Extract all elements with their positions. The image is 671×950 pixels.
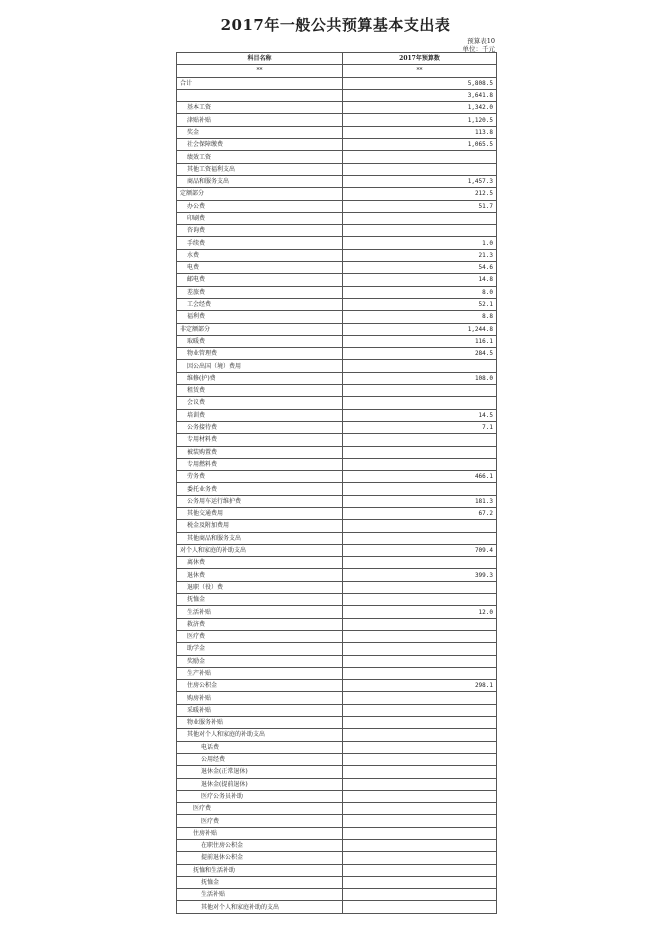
row-name: 租赁费 xyxy=(177,385,343,397)
row-name: 提前退休公积金 xyxy=(177,852,343,864)
row-value xyxy=(343,876,497,888)
table-row xyxy=(177,237,497,249)
row-value: 298.1 xyxy=(343,680,497,692)
row-name: 非定额部分 xyxy=(177,323,343,335)
row-value xyxy=(343,803,497,815)
unit-label: 单位：千元 xyxy=(462,45,495,53)
row-name: 退职（役）费 xyxy=(177,581,343,593)
table-row xyxy=(177,385,497,397)
table-row xyxy=(177,729,497,741)
row-value: 212.5 xyxy=(343,188,497,200)
row-value xyxy=(343,532,497,544)
row-value xyxy=(343,827,497,839)
row-name: 工会经费 xyxy=(177,298,343,310)
row-name: 邮电费 xyxy=(177,274,343,286)
table-row xyxy=(177,643,497,655)
row-value xyxy=(343,397,497,409)
table-row xyxy=(177,114,497,126)
row-value: 8.8 xyxy=(343,311,497,323)
row-name: 其他交通费用 xyxy=(177,507,343,519)
row-value xyxy=(343,151,497,163)
table-row xyxy=(177,618,497,630)
row-value: 51.7 xyxy=(343,200,497,212)
table-row xyxy=(177,827,497,839)
row-value xyxy=(343,643,497,655)
row-name: 会议费 xyxy=(177,397,343,409)
column-header-value: 2017年预算数 xyxy=(343,53,497,65)
row-value: 21.3 xyxy=(343,249,497,261)
row-value: 8.0 xyxy=(343,286,497,298)
row-name: 医疗公务员补助 xyxy=(177,790,343,802)
table-row xyxy=(177,126,497,138)
row-name: 购房补贴 xyxy=(177,692,343,704)
row-name: 医疗费 xyxy=(177,815,343,827)
row-value: 3,641.8 xyxy=(343,89,497,101)
table-code: 预算表10 xyxy=(467,37,495,45)
table-row xyxy=(177,704,497,716)
row-value xyxy=(343,520,497,532)
row-name: 合计 xyxy=(177,77,343,89)
table-row xyxy=(177,532,497,544)
row-value xyxy=(343,618,497,630)
table-row xyxy=(177,483,497,495)
row-value xyxy=(343,581,497,593)
table-body xyxy=(177,77,497,913)
row-name: 奖励金 xyxy=(177,655,343,667)
table-row xyxy=(177,262,497,274)
table-row xyxy=(177,298,497,310)
row-value xyxy=(343,385,497,397)
row-name: 抚恤金 xyxy=(177,876,343,888)
row-value xyxy=(343,852,497,864)
table-row xyxy=(177,557,497,569)
row-value xyxy=(343,630,497,642)
row-name: 水费 xyxy=(177,249,343,261)
row-name: 维修(护)费 xyxy=(177,372,343,384)
row-value xyxy=(343,446,497,458)
row-name: 公务用车运行维护费 xyxy=(177,495,343,507)
table-row xyxy=(177,471,497,483)
table-row xyxy=(177,753,497,765)
row-name: 电费 xyxy=(177,262,343,274)
row-name: 取暖费 xyxy=(177,335,343,347)
row-value: 399.3 xyxy=(343,569,497,581)
row-value: 1.0 xyxy=(343,237,497,249)
table-row xyxy=(177,840,497,852)
row-name: 退休金(正常退休) xyxy=(177,766,343,778)
table-row xyxy=(177,606,497,618)
row-value: 284.5 xyxy=(343,348,497,360)
row-value xyxy=(343,815,497,827)
table-row xyxy=(177,348,497,360)
row-name: 咨询费 xyxy=(177,225,343,237)
table-row xyxy=(177,102,497,114)
table-row xyxy=(177,225,497,237)
row-value xyxy=(343,667,497,679)
row-value xyxy=(343,766,497,778)
row-name: 电话费 xyxy=(177,741,343,753)
row-name: 被装购置费 xyxy=(177,446,343,458)
row-name: 退休金(提前退休) xyxy=(177,778,343,790)
row-name: 离休费 xyxy=(177,557,343,569)
table-row xyxy=(177,151,497,163)
row-value: 7.1 xyxy=(343,421,497,433)
row-value xyxy=(343,717,497,729)
table-row xyxy=(177,717,497,729)
row-name: 生活补贴 xyxy=(177,606,343,618)
row-name: 印刷费 xyxy=(177,212,343,224)
row-name xyxy=(177,89,343,101)
table-row xyxy=(177,421,497,433)
row-value xyxy=(343,483,497,495)
table-row xyxy=(177,667,497,679)
row-name: 培训费 xyxy=(177,409,343,421)
table-row xyxy=(177,77,497,89)
row-name: 福利费 xyxy=(177,311,343,323)
row-name: 委托业务费 xyxy=(177,483,343,495)
table-row xyxy=(177,778,497,790)
table-row xyxy=(177,323,497,335)
table-row xyxy=(177,594,497,606)
page-title: 2017年一般公共预算基本支出表 xyxy=(220,16,451,34)
row-name: 救济费 xyxy=(177,618,343,630)
row-name: 其他工资福利支出 xyxy=(177,163,343,175)
row-name: 津贴补贴 xyxy=(177,114,343,126)
row-value xyxy=(343,704,497,716)
row-name: 公务接待费 xyxy=(177,421,343,433)
table-row xyxy=(177,372,497,384)
row-name: 生活补贴 xyxy=(177,889,343,901)
row-value xyxy=(343,901,497,913)
row-name: 住房补贴 xyxy=(177,827,343,839)
row-name: 物业服务补贴 xyxy=(177,717,343,729)
row-value xyxy=(343,655,497,667)
table-row xyxy=(177,495,497,507)
row-value: 67.2 xyxy=(343,507,497,519)
table-row xyxy=(177,360,497,372)
table-row xyxy=(177,864,497,876)
table-row xyxy=(177,409,497,421)
table-row xyxy=(177,544,497,556)
row-value: 1,457.3 xyxy=(343,175,497,187)
row-value: 14.8 xyxy=(343,274,497,286)
row-name: 物业管理费 xyxy=(177,348,343,360)
table-row xyxy=(177,311,497,323)
row-name: 抚恤金 xyxy=(177,594,343,606)
row-name: 社会保障缴费 xyxy=(177,139,343,151)
table-row xyxy=(177,249,497,261)
row-value xyxy=(343,360,497,372)
row-value: 709.4 xyxy=(343,544,497,556)
row-name: 绩效工资 xyxy=(177,151,343,163)
row-value: 54.6 xyxy=(343,262,497,274)
table-row xyxy=(177,175,497,187)
row-name: 生产补贴 xyxy=(177,667,343,679)
row-value: 1,120.5 xyxy=(343,114,497,126)
row-name: 劳务费 xyxy=(177,471,343,483)
row-value xyxy=(343,163,497,175)
row-value: 466.1 xyxy=(343,471,497,483)
row-name: 其他对个人和家庭补助的支出 xyxy=(177,901,343,913)
table-row xyxy=(177,163,497,175)
table-row xyxy=(177,569,497,581)
table-row xyxy=(177,852,497,864)
table-row xyxy=(177,188,497,200)
row-name: 因公出国（境）费用 xyxy=(177,360,343,372)
table-row xyxy=(177,200,497,212)
table-row xyxy=(177,741,497,753)
marker-row xyxy=(177,65,497,77)
table-row xyxy=(177,889,497,901)
row-value xyxy=(343,692,497,704)
row-value xyxy=(343,864,497,876)
table-row xyxy=(177,520,497,532)
table-row xyxy=(177,766,497,778)
row-value xyxy=(343,729,497,741)
table-row xyxy=(177,803,497,815)
row-name: 医疗费 xyxy=(177,630,343,642)
row-name: 其他对个人和家庭的补助支出 xyxy=(177,729,343,741)
row-value xyxy=(343,458,497,470)
table-row xyxy=(177,815,497,827)
table-row xyxy=(177,446,497,458)
row-name: 公用经费 xyxy=(177,753,343,765)
table-row xyxy=(177,581,497,593)
row-value xyxy=(343,741,497,753)
table-row xyxy=(177,286,497,298)
row-value xyxy=(343,594,497,606)
row-name: 定额部分 xyxy=(177,188,343,200)
row-value: 113.8 xyxy=(343,126,497,138)
table-row xyxy=(177,434,497,446)
row-value xyxy=(343,840,497,852)
marker-cell-value: ** xyxy=(343,65,497,77)
table-row xyxy=(177,274,497,286)
row-name: 医疗费 xyxy=(177,803,343,815)
table-row xyxy=(177,655,497,667)
row-value: 116.1 xyxy=(343,335,497,347)
row-value: 108.0 xyxy=(343,372,497,384)
row-name: 专用材料费 xyxy=(177,434,343,446)
row-value: 5,808.5 xyxy=(343,77,497,89)
row-name: 住房公积金 xyxy=(177,680,343,692)
row-name: 在职住房公积金 xyxy=(177,840,343,852)
table-row xyxy=(177,630,497,642)
table-row xyxy=(177,680,497,692)
budget-table xyxy=(176,52,497,914)
row-value: 12.0 xyxy=(343,606,497,618)
column-header-name: 科目名称 xyxy=(177,53,343,65)
row-name: 采暖补贴 xyxy=(177,704,343,716)
row-name: 助学金 xyxy=(177,643,343,655)
row-name: 专用燃料费 xyxy=(177,458,343,470)
row-name: 对个人和家庭的补助支出 xyxy=(177,544,343,556)
table-row xyxy=(177,139,497,151)
table-row xyxy=(177,335,497,347)
table-row xyxy=(177,876,497,888)
marker-cell-name: ** xyxy=(177,65,343,77)
row-value: 1,244.8 xyxy=(343,323,497,335)
row-value xyxy=(343,889,497,901)
row-name: 商品和服务支出 xyxy=(177,175,343,187)
row-value xyxy=(343,753,497,765)
row-name: 税金及附加费用 xyxy=(177,520,343,532)
row-name: 基本工资 xyxy=(177,102,343,114)
table-row xyxy=(177,901,497,913)
row-name: 抚恤和生活补助 xyxy=(177,864,343,876)
table-row xyxy=(177,397,497,409)
table-row xyxy=(177,458,497,470)
table-row xyxy=(177,89,497,101)
row-name: 奖金 xyxy=(177,126,343,138)
row-value: 14.5 xyxy=(343,409,497,421)
row-value: 1,342.0 xyxy=(343,102,497,114)
row-value xyxy=(343,212,497,224)
row-value xyxy=(343,557,497,569)
row-name: 差旅费 xyxy=(177,286,343,298)
table-row xyxy=(177,790,497,802)
row-name: 手续费 xyxy=(177,237,343,249)
header-row xyxy=(177,53,497,65)
row-value: 1,065.5 xyxy=(343,139,497,151)
row-name: 其他商品和服务支出 xyxy=(177,532,343,544)
row-name: 办公费 xyxy=(177,200,343,212)
row-value xyxy=(343,778,497,790)
row-value xyxy=(343,790,497,802)
row-value: 181.3 xyxy=(343,495,497,507)
row-name: 退休费 xyxy=(177,569,343,581)
table-row xyxy=(177,692,497,704)
row-value: 52.1 xyxy=(343,298,497,310)
table-row xyxy=(177,507,497,519)
table-row xyxy=(177,212,497,224)
row-value xyxy=(343,225,497,237)
row-value xyxy=(343,434,497,446)
